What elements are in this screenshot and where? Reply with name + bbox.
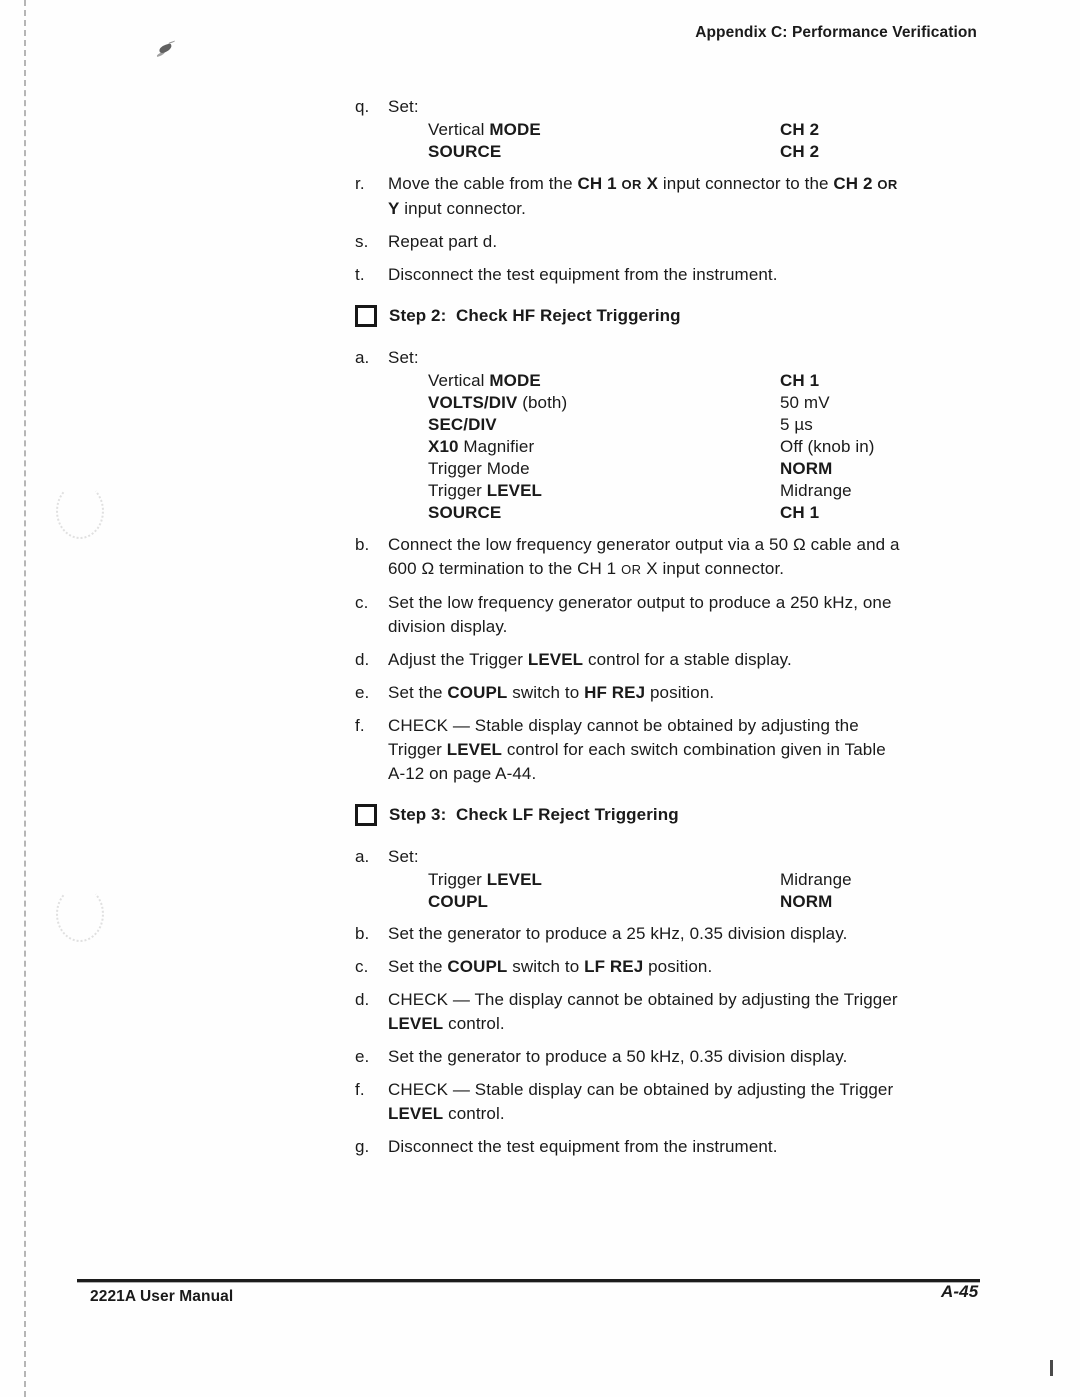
settings-label: [428, 870, 542, 889]
settings-value: [780, 414, 813, 436]
list-item: [355, 714, 1035, 786]
list-item: [355, 845, 1035, 869]
list-item: [355, 1135, 1035, 1159]
text-run: switch to: [507, 683, 585, 702]
text-run: COUPL: [428, 892, 488, 911]
scan-tick-artifact: [1050, 1360, 1053, 1376]
text-run: SEC/DIV: [428, 415, 497, 434]
list-item: [355, 1078, 1035, 1126]
list-item-text: [388, 988, 1035, 1036]
text-run: 5 µs: [780, 415, 813, 434]
list-item-line: [388, 1078, 1035, 1102]
settings-value: [780, 436, 875, 458]
list-item-line: [388, 988, 1035, 1012]
settings-label: [428, 393, 567, 412]
text-run: position.: [645, 683, 715, 702]
list-item-text: [388, 1078, 1035, 1126]
text-run: Set the generator to produce a 50 kHz, 0.35 division display.: [388, 1047, 848, 1066]
list-item-text: [388, 533, 1035, 582]
settings-value: [780, 480, 852, 502]
text-run: position.: [643, 957, 713, 976]
text-run: (both): [517, 393, 568, 412]
settings-label: [428, 892, 488, 911]
text-run: COUPL: [447, 957, 508, 976]
scan-smudge-artifact: [56, 886, 104, 942]
text-run: input connector.: [399, 199, 526, 218]
list-item-text: [388, 263, 1035, 287]
step-heading: [355, 303, 1035, 329]
list-item-line: [388, 230, 1035, 254]
list-item-letter: r.: [355, 174, 365, 193]
text-run: CH 2: [780, 142, 820, 161]
list-item-text: [388, 922, 1035, 946]
list-item: [355, 533, 1035, 582]
text-run: Set the low frequency generator output to produce a 250 kHz, one: [388, 593, 892, 612]
list-item-line: [388, 591, 1035, 615]
text-run: OR: [621, 562, 642, 577]
text-run: Set the generator to produce a 25 kHz, 0.35 division display.: [388, 924, 848, 943]
settings-value: [780, 458, 832, 480]
list-item-text: [388, 172, 1035, 221]
text-run: LEVEL: [486, 870, 543, 889]
text-run: Midrange: [780, 870, 852, 889]
text-run: Magnifier: [458, 437, 535, 456]
list-item-line: [388, 714, 1035, 738]
checkbox-icon: [355, 305, 377, 327]
list-item-letter: f.: [355, 716, 365, 735]
settings-row: [428, 502, 1035, 524]
text-run: X10: [428, 437, 459, 456]
list-item-text: [388, 648, 1035, 672]
text-run: MODE: [489, 371, 541, 390]
text-run: 600 Ω termination to the CH 1: [388, 559, 622, 578]
list-item-line: [388, 346, 1035, 370]
text-run: Trigger: [428, 481, 487, 500]
text-run: division display.: [388, 617, 508, 636]
settings-row: [428, 119, 1035, 141]
text-run: OR: [621, 177, 642, 192]
text-run: Trigger: [428, 870, 487, 889]
settings-label: [428, 437, 534, 456]
text-run: SOURCE: [428, 503, 502, 522]
text-run: CHECK — The display cannot be obtained by adjusting the Trigger: [388, 990, 898, 1009]
settings-value: [780, 891, 832, 913]
footer-rule: [77, 1279, 980, 1282]
settings-label: [428, 415, 497, 434]
text-run: CH 2: [780, 120, 820, 139]
text-run: HF REJ: [584, 683, 646, 702]
list-item-letter: a.: [355, 847, 370, 866]
text-run: LEVEL: [388, 1104, 444, 1123]
list-item-text: [388, 230, 1035, 254]
text-run: Disconnect the test equipment from the instrument.: [388, 265, 778, 284]
list-item-letter: g.: [355, 1137, 370, 1156]
list-item-text: [388, 681, 1035, 705]
list-item: [355, 922, 1035, 946]
list-item-line: [388, 1135, 1035, 1159]
list-item-line: [388, 681, 1035, 705]
text-run: LEVEL: [527, 650, 584, 669]
settings-row: [428, 414, 1035, 436]
list-item-text: [388, 714, 1035, 786]
step-heading-label: Step 2: Check HF Reject Triggering: [389, 306, 681, 325]
text-run: Set:: [388, 847, 419, 866]
list-item: [355, 172, 1035, 221]
text-run: Vertical: [428, 120, 490, 139]
text-run: LEVEL: [446, 740, 503, 759]
text-run: input connector to the: [658, 174, 834, 193]
list-item-text: [388, 95, 1035, 119]
text-run: control for each switch combination given in Table: [502, 740, 886, 759]
list-item-letter: d.: [355, 990, 370, 1009]
settings-value: [780, 141, 819, 163]
text-run: A-12 on page A-44.: [388, 764, 537, 783]
list-item-letter: d.: [355, 650, 370, 669]
settings-label: [428, 371, 541, 390]
list-item-letter: s.: [355, 232, 369, 251]
settings-label: [428, 120, 541, 139]
list-item: [355, 230, 1035, 254]
settings-row: [428, 392, 1035, 414]
list-item: [355, 95, 1035, 119]
text-run: Connect the low frequency generator output via a 50 Ω cable and a: [388, 535, 900, 554]
binding-edge-line: [24, 0, 26, 1397]
settings-row: [428, 370, 1035, 392]
footer-page-number: A-45: [941, 1282, 979, 1301]
text-run: Trigger Mode: [428, 459, 530, 478]
settings-row: [428, 458, 1035, 480]
settings-row: [428, 869, 1035, 891]
list-item-line: [388, 615, 1035, 639]
list-item: [355, 648, 1035, 672]
list-item-line: [388, 955, 1035, 979]
settings-label: [428, 459, 530, 478]
ink-smudge-artifact: [158, 43, 173, 54]
list-item: [355, 681, 1035, 705]
text-run: Vertical: [428, 371, 490, 390]
page-content: [355, 0, 1035, 1159]
list-item-text: [388, 346, 1035, 370]
list-item: [355, 263, 1035, 287]
text-run: LEVEL: [486, 481, 543, 500]
settings-value: [780, 502, 819, 524]
list-item-letter: e.: [355, 683, 370, 702]
step-heading-label: Step 3: Check LF Reject Triggering: [389, 805, 679, 824]
text-run: CH 2: [833, 174, 873, 193]
list-item-letter: b.: [355, 924, 370, 943]
settings-list: [428, 869, 1035, 913]
text-run: X input connector.: [641, 559, 785, 578]
text-run: Set:: [388, 348, 419, 367]
text-run: OR: [877, 177, 898, 192]
text-run: Move the cable from the: [388, 174, 578, 193]
list-item-line: [388, 533, 1035, 557]
text-run: CH 1: [780, 503, 820, 522]
list-item-letter: c.: [355, 957, 369, 976]
list-item-text: [388, 955, 1035, 979]
list-item: [355, 591, 1035, 639]
settings-row: [428, 891, 1035, 913]
list-item: [355, 988, 1035, 1036]
list-item-line: [388, 738, 1035, 762]
text-run: COUPL: [447, 683, 508, 702]
settings-row: [428, 480, 1035, 502]
list-item-line: [388, 197, 1035, 221]
list-item: [355, 1045, 1035, 1069]
text-run: LF REJ: [584, 957, 644, 976]
text-run: switch to: [507, 957, 585, 976]
settings-value: [780, 119, 819, 141]
text-run: LEVEL: [388, 1014, 444, 1033]
settings-value: [780, 392, 830, 414]
text-run: CH 1: [577, 174, 617, 193]
text-run: Set the: [388, 957, 448, 976]
step-heading: [355, 802, 1035, 828]
settings-list: [428, 370, 1035, 524]
list-item-letter: f.: [355, 1080, 365, 1099]
list-item-text: [388, 1045, 1035, 1069]
text-run: CHECK — Stable display can be obtained by adjusting the Trigger: [388, 1080, 894, 1099]
list-item-letter: q.: [355, 97, 370, 116]
list-item-letter: e.: [355, 1047, 370, 1066]
settings-value: [780, 370, 819, 392]
text-run: VOLTS/DIV: [428, 393, 518, 412]
text-run: Adjust the Trigger: [388, 650, 528, 669]
text-run: control for a stable display.: [583, 650, 792, 669]
text-run: control.: [443, 1014, 505, 1033]
list-item-line: [388, 557, 1035, 582]
text-run: Midrange: [780, 481, 852, 500]
footer-manual-title: 2221A User Manual: [90, 1288, 234, 1305]
text-run: NORM: [780, 459, 833, 478]
text-run: 50 mV: [780, 393, 830, 412]
text-run: Set:: [388, 97, 419, 116]
list-item-letter: a.: [355, 348, 370, 367]
list-item-text: [388, 591, 1035, 639]
text-run: Set the: [388, 683, 448, 702]
text-run: control.: [443, 1104, 505, 1123]
text-run: CH 1: [780, 371, 820, 390]
settings-list: [428, 119, 1035, 163]
text-run: CHECK — Stable display cannot be obtained by adjusting the: [388, 716, 859, 735]
list-item-line: [388, 172, 1035, 197]
settings-label: [428, 142, 501, 161]
list-item: [355, 955, 1035, 979]
list-item-line: [388, 762, 1035, 786]
text-run: Off (knob in): [780, 437, 875, 456]
text-run: SOURCE: [428, 142, 502, 161]
list-item-line: [388, 648, 1035, 672]
list-item-text: [388, 1135, 1035, 1159]
settings-row: [428, 436, 1035, 458]
text-run: Y: [388, 199, 400, 218]
text-run: Trigger: [388, 740, 447, 759]
list-item-line: [388, 95, 1035, 119]
header-title: Appendix C: Performance Verification: [695, 24, 977, 41]
list-item-text: [388, 845, 1035, 869]
text-run: Repeat part d.: [388, 232, 498, 251]
list-item-line: [388, 845, 1035, 869]
list-item-line: [388, 922, 1035, 946]
text-run: Disconnect the test equipment from the instrument.: [388, 1137, 778, 1156]
checkbox-icon: [355, 804, 377, 826]
list-item-letter: c.: [355, 593, 369, 612]
text-run: NORM: [780, 892, 833, 911]
list-item-line: [388, 263, 1035, 287]
list-item-line: [388, 1045, 1035, 1069]
settings-label: [428, 481, 542, 500]
settings-row: [428, 141, 1035, 163]
scan-smudge-artifact: [56, 483, 104, 539]
list-item-letter: t.: [355, 265, 365, 284]
settings-value: [780, 869, 852, 891]
list-item-line: [388, 1012, 1035, 1036]
settings-label: [428, 503, 501, 522]
list-item-letter: b.: [355, 535, 370, 554]
list-item-line: [388, 1102, 1035, 1126]
text-run: MODE: [489, 120, 541, 139]
text-run: X: [646, 174, 659, 193]
list-item: [355, 346, 1035, 370]
